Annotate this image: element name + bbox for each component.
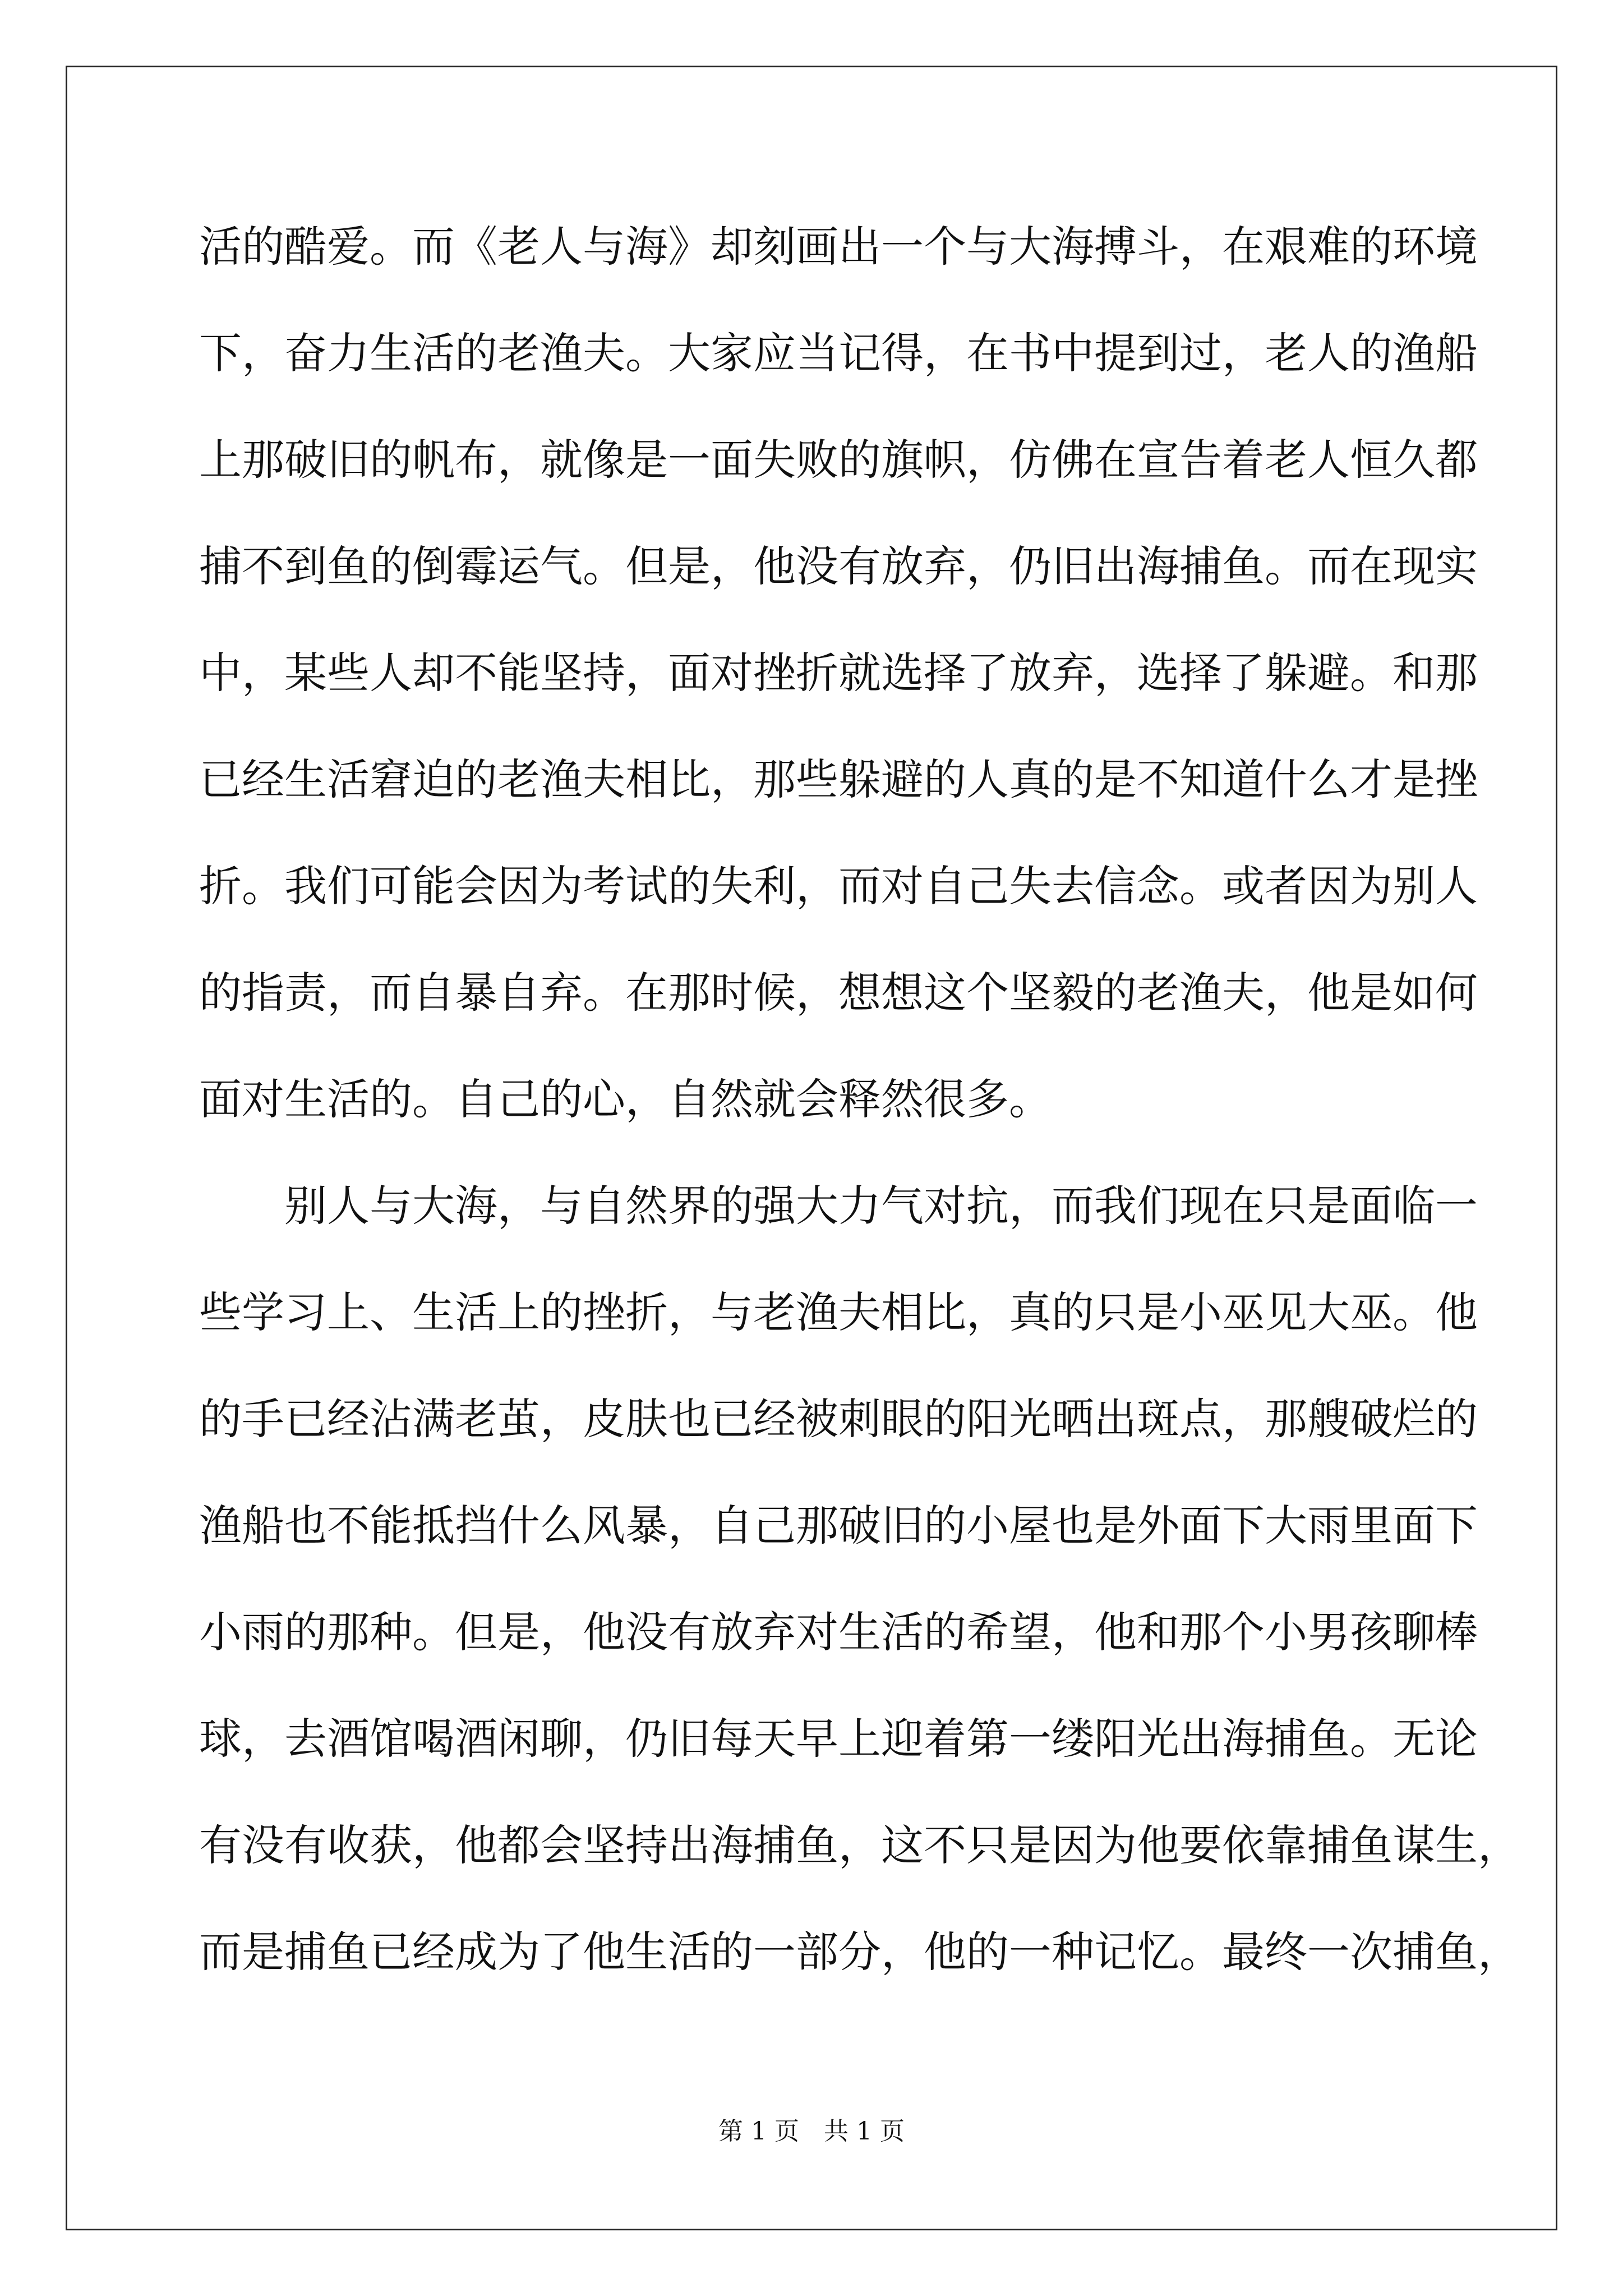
text-line-7: 折。我们可能会因为考试的失利，而对自己失去信念。或者因为别人 <box>199 861 1478 911</box>
text-line-1: 活的酷爱。而《老人与海》却刻画出一个与大海搏斗，在艰难的环境 <box>199 222 1478 272</box>
text-line-3: 上那破旧的帆布，就像是一面失败的旗帜，仿佛在宣告着老人恒久都 <box>199 435 1478 485</box>
text-line-14: 小雨的那种。但是，他没有放弃对生活的希望，他和那个小男孩聊棒 <box>199 1607 1478 1657</box>
page-border <box>66 66 1557 2230</box>
text-line-11: 些学习上、生活上的挫折，与老渔夫相比，真的只是小巫见大巫。他 <box>199 1287 1478 1337</box>
text-line-8: 的指责，而自暴自弃。在那时候，想想这个坚毅的老渔夫，他是如何 <box>199 968 1478 1018</box>
text-line-6: 已经生活窘迫的老渔夫相比，那些躲避的人真的是不知道什么才是挫 <box>199 754 1478 804</box>
text-line-16: 有没有收获，他都会坚持出海捕鱼，这不只是因为他要依靠捕鱼谋生， <box>199 1820 1520 1870</box>
text-line-12: 的手已经沾满老茧，皮肤也已经被刺眼的阳光晒出斑点，那艘破烂的 <box>199 1394 1478 1444</box>
text-line-17: 而是捕鱼已经成为了他生活的一部分，他的一种记忆。最终一次捕鱼， <box>199 1927 1520 1977</box>
text-line-5: 中，某些人却不能坚持，面对挫折就选择了放弃，选择了躲避。和那 <box>199 648 1478 698</box>
text-line-2: 下，奋力生活的老渔夫。大家应当记得，在书中提到过，老人的渔船 <box>199 328 1478 378</box>
text-line-4: 捕不到鱼的倒霉运气。但是，他没有放弃，仍旧出海捕鱼。而在现实 <box>199 541 1478 591</box>
text-line-15: 球，去酒馆喝酒闲聊，仍旧每天早上迎着第一缕阳光出海捕鱼。无论 <box>199 1714 1478 1764</box>
text-line-9: 面对生活的。自己的心，自然就会释然很多。 <box>199 1074 1052 1124</box>
text-line-13: 渔船也不能抵挡什么风暴，自己那破旧的小屋也是外面下大雨里面下 <box>199 1501 1478 1550</box>
page-footer: 第 1 页 共 1 页 <box>718 2117 905 2146</box>
text-line-10: 别人与大海，与自然界的强大力气对抗，而我们现在只是面临一 <box>199 1181 1478 1231</box>
